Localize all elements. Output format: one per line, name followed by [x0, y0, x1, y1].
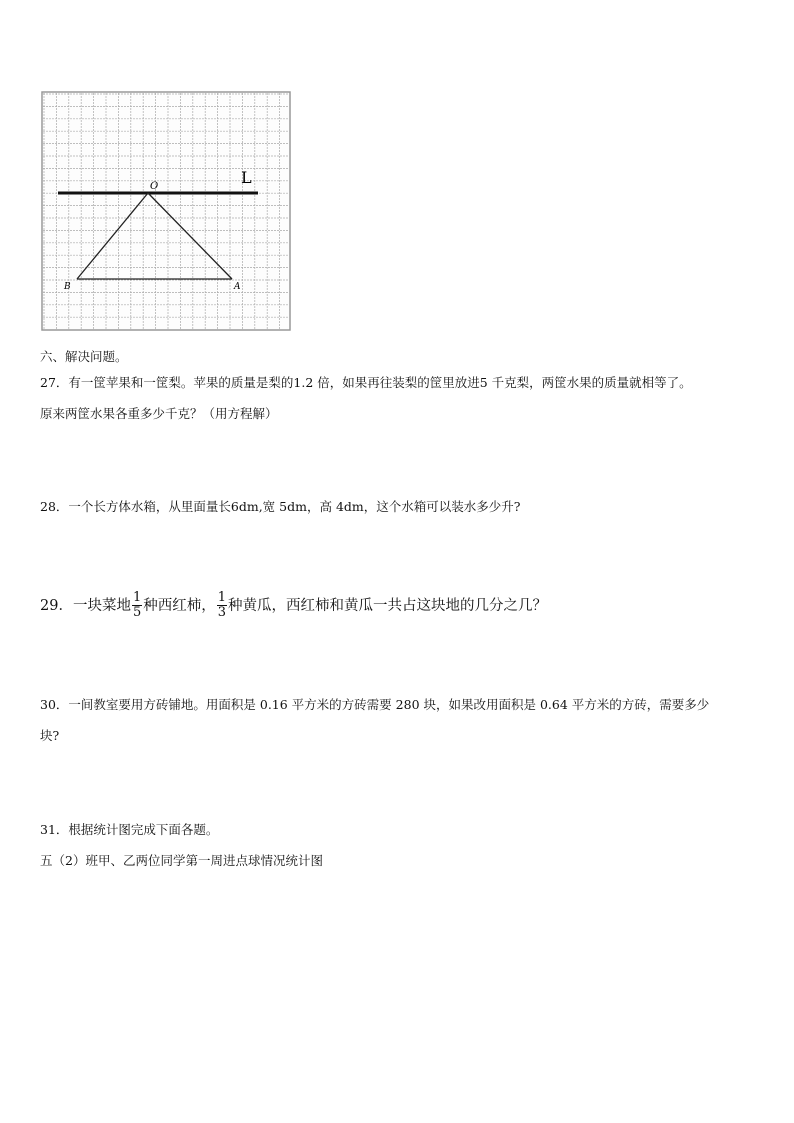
fraction-one-fifth: $\frac{1}{5}$ — [132, 590, 142, 620]
grid-figure-svg — [40, 90, 292, 332]
label-O: O — [150, 181, 159, 192]
question-29-mid: 种西红柿， — [143, 597, 216, 614]
question-29-prefix: 29．一块菜地 — [40, 597, 131, 614]
fraction-one-third: $\frac{1}{3}$ — [217, 590, 227, 620]
chart-title: 五（2）班甲、乙两位同学第一周进点球情况统计图 — [40, 853, 323, 868]
label-L: L — [241, 168, 252, 187]
label-B: B — [64, 282, 71, 292]
question-30-line2: 块? — [40, 728, 60, 743]
question-28: 28．一个长方体水箱，从里面量长6dm,宽 5dm，高 4dm，这个水箱可以装水多少升? — [40, 499, 521, 514]
geometry-figure — [40, 90, 292, 332]
question-29-suffix: 种黄瓜，西红柿和黄瓜一共占这块地的几分之几？ — [228, 597, 548, 614]
label-A: A — [234, 282, 241, 292]
question-30-line1: 30．一间教室要用方砖铺地。用面积是 0.16 平方米的方砖需要 280 块，如果改用面积是 0.64 平方米的方砖，需要多少 — [40, 697, 710, 712]
question-29 — [40, 591, 547, 620]
section-title: 六、解决问题。 — [40, 349, 128, 364]
question-27-line1: 27．有一筐苹果和一筐梨。苹果的质量是梨的1.2 倍，如果再往装梨的筐里放进5 千克梨，两筐水果的质量就相等了。 — [40, 375, 692, 390]
question-27-line2: 原来两筐水果各重多少千克？（用方程解） — [40, 406, 278, 421]
question-31: 31．根据统计图完成下面各题。 — [40, 822, 219, 837]
